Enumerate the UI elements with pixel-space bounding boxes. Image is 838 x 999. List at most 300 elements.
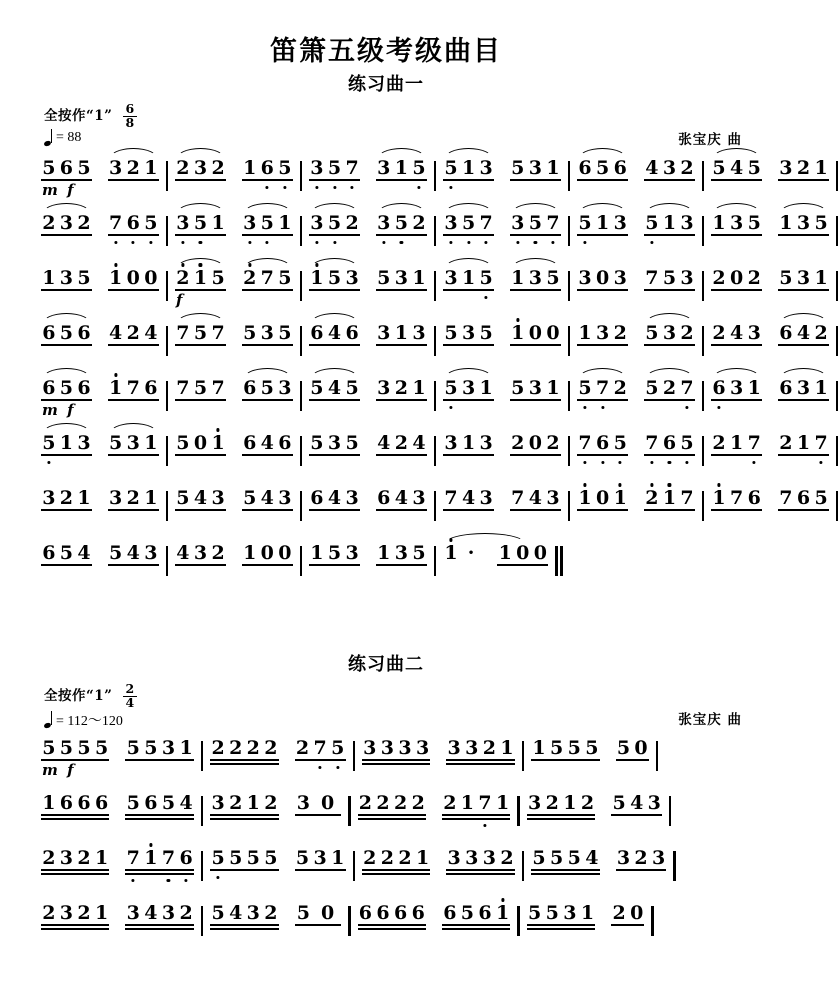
note-group xyxy=(107,268,160,297)
note: 2 xyxy=(59,487,74,510)
note: 2 xyxy=(42,212,56,235)
measure xyxy=(576,158,696,187)
note-group xyxy=(375,543,428,572)
beam-line xyxy=(41,234,92,236)
note: 5 xyxy=(295,847,310,870)
note: 4 xyxy=(585,847,599,870)
music-system xyxy=(40,267,828,323)
note-group xyxy=(576,268,629,297)
barline xyxy=(166,546,168,576)
note: 2 xyxy=(126,487,140,510)
note: 2 xyxy=(376,792,390,815)
note: 6 xyxy=(42,322,56,345)
note: 3 xyxy=(109,157,123,180)
note-group xyxy=(209,738,279,767)
octave-dot-low-icon xyxy=(315,241,318,244)
note: 2 xyxy=(211,737,225,760)
beam-line xyxy=(358,924,426,926)
note: 3 xyxy=(647,792,661,815)
note: 3 xyxy=(77,432,91,455)
note: 5 xyxy=(616,737,631,760)
note: 3 xyxy=(444,432,458,455)
measure xyxy=(174,267,294,310)
note: 0 xyxy=(278,542,292,565)
note: 5 xyxy=(528,902,542,925)
music-system xyxy=(40,487,828,543)
barline xyxy=(434,271,436,301)
beam-line xyxy=(41,454,92,456)
note: 2 xyxy=(398,847,412,870)
barline xyxy=(300,381,302,411)
note: 5 xyxy=(549,847,564,870)
note: 4 xyxy=(630,792,644,815)
measure xyxy=(442,433,562,462)
measure xyxy=(40,377,160,420)
note-group xyxy=(777,268,830,297)
note-group xyxy=(375,213,428,242)
note: 0 xyxy=(595,267,610,290)
beam-line xyxy=(577,179,628,181)
note: 2 xyxy=(77,847,91,870)
beam-line xyxy=(362,763,430,765)
measure xyxy=(40,543,160,572)
music-content xyxy=(0,70,828,958)
note: 2 xyxy=(712,267,726,290)
note: 7 xyxy=(745,433,763,454)
octave-dot-low-icon xyxy=(449,186,452,189)
piece-subtitle: 练习曲一 xyxy=(348,74,424,96)
note-group xyxy=(710,323,763,352)
note: 6 xyxy=(59,157,74,180)
note: 5 xyxy=(585,737,599,760)
beam-line xyxy=(108,454,159,456)
measure xyxy=(209,738,346,767)
note: 1 xyxy=(611,488,629,509)
beam-line xyxy=(362,869,430,871)
octave-dot-low-icon xyxy=(485,241,488,244)
octave-dot-low-icon xyxy=(266,241,269,244)
note-group xyxy=(576,323,629,352)
note-group xyxy=(308,268,361,297)
note: 2 xyxy=(796,157,811,180)
note-group xyxy=(442,543,482,572)
beam-line xyxy=(711,234,762,236)
beam-line xyxy=(210,759,278,761)
note: 3 xyxy=(363,737,377,760)
beam-line xyxy=(125,873,193,875)
note: 6 xyxy=(310,487,324,510)
measure xyxy=(530,848,667,877)
barline xyxy=(300,491,302,521)
note: 1 xyxy=(546,157,560,180)
beam-line xyxy=(644,509,695,511)
note-group xyxy=(375,433,428,462)
note: 4 xyxy=(176,542,190,565)
note: 4 xyxy=(260,487,274,510)
note: 3 xyxy=(528,377,542,400)
note: 3 xyxy=(394,267,408,290)
octave-dot-low-icon xyxy=(534,241,537,244)
beam-line xyxy=(446,759,514,761)
note: 5 xyxy=(310,377,324,400)
note: 3 xyxy=(465,847,479,870)
note: 3 xyxy=(394,542,408,565)
octave-dot-low-icon xyxy=(685,406,688,409)
note: 5 xyxy=(747,212,761,235)
beam-line xyxy=(446,869,514,871)
octave-dot-low-icon xyxy=(149,241,152,244)
measure xyxy=(209,903,342,932)
note: 5 xyxy=(479,322,493,345)
note: 1 xyxy=(814,157,828,180)
note-group xyxy=(576,433,629,462)
octave-dot-low-icon xyxy=(319,766,322,769)
note: 3 xyxy=(296,792,310,815)
beam-line xyxy=(644,454,695,456)
barline xyxy=(434,436,436,466)
octave-dot-low-icon xyxy=(283,186,286,189)
octave-dot-low-icon xyxy=(132,879,135,882)
note-group xyxy=(174,433,227,462)
note: 3 xyxy=(174,213,192,234)
note: 2 xyxy=(77,212,91,235)
key-signature xyxy=(44,101,137,130)
measure xyxy=(442,488,562,517)
beam-line xyxy=(446,763,514,765)
beam-line xyxy=(309,399,360,401)
note-group xyxy=(107,323,160,352)
note: 1 xyxy=(662,212,677,235)
note-group xyxy=(643,268,696,297)
beam-line xyxy=(644,289,695,291)
note: 5 xyxy=(59,377,74,400)
note-group xyxy=(308,323,361,352)
barline xyxy=(166,381,168,411)
note: 4 xyxy=(327,322,342,345)
measure xyxy=(361,848,516,877)
measure xyxy=(40,213,160,242)
note: 1 xyxy=(42,792,56,815)
note: 2 xyxy=(77,902,91,925)
note-group xyxy=(241,213,294,242)
note: 3 xyxy=(59,212,74,235)
beam-line xyxy=(616,869,667,871)
note: 2 xyxy=(229,737,243,760)
note: 2 xyxy=(126,157,140,180)
beam-line xyxy=(108,399,159,401)
note: 0 xyxy=(730,267,744,290)
beam-line xyxy=(210,869,278,871)
note: 2 xyxy=(394,432,408,455)
note: 1 xyxy=(576,488,594,509)
barline xyxy=(517,796,519,826)
note: 5 xyxy=(345,432,359,455)
octave-dot-low-icon xyxy=(516,241,519,244)
note: 5 xyxy=(243,487,257,510)
note: 6 xyxy=(243,377,257,400)
measure xyxy=(710,268,830,297)
note: 5 xyxy=(276,158,294,179)
note: 5 xyxy=(678,433,696,454)
note-group xyxy=(174,378,227,407)
note: 1 xyxy=(107,268,125,289)
note: 7 xyxy=(511,487,525,510)
note: 6 xyxy=(411,902,425,925)
note: 1 xyxy=(42,267,56,290)
octave-dot-low-icon xyxy=(449,406,452,409)
octave-dot-low-icon xyxy=(336,766,339,769)
note: 0 xyxy=(320,792,335,815)
barline xyxy=(166,216,168,246)
note-group xyxy=(294,903,342,932)
barline xyxy=(702,161,704,191)
beam-line xyxy=(443,234,494,236)
note-group xyxy=(530,738,600,767)
note: 3 xyxy=(59,902,74,925)
note: 2 xyxy=(546,432,560,455)
music-system xyxy=(40,157,828,213)
note: 2 xyxy=(126,322,140,345)
beam-line xyxy=(577,509,628,511)
note: 5 xyxy=(747,157,761,180)
note-group xyxy=(576,158,629,187)
beam-line xyxy=(175,179,226,181)
note: 2 xyxy=(545,792,559,815)
music-system xyxy=(40,322,828,378)
note: 5 xyxy=(444,322,458,345)
note: 3 xyxy=(241,213,259,234)
note: 5 xyxy=(296,902,310,925)
note-group xyxy=(174,158,227,187)
note-group xyxy=(445,738,515,767)
note: 1 xyxy=(442,543,460,564)
note: 6 xyxy=(258,158,276,179)
octave-dot-low-icon xyxy=(400,241,403,244)
measure xyxy=(710,378,830,407)
note-group xyxy=(375,488,428,517)
note: 5 xyxy=(176,432,190,455)
note: 6 xyxy=(393,902,408,925)
note: 5 xyxy=(511,157,525,180)
beam-line xyxy=(527,928,595,930)
note: 3 xyxy=(380,737,394,760)
note: 2 xyxy=(241,268,259,289)
octave-dot-low-icon xyxy=(248,241,251,244)
note: 6 xyxy=(278,432,292,455)
beam-line xyxy=(510,509,561,511)
note: 3 xyxy=(680,267,694,290)
note-group xyxy=(107,378,160,407)
note: 1 xyxy=(500,737,514,760)
beam-line xyxy=(531,869,599,871)
beam-line xyxy=(711,289,762,291)
note: 5 xyxy=(595,157,610,180)
note: 5 xyxy=(329,738,347,759)
key-signature xyxy=(44,681,137,710)
beam-line xyxy=(175,399,226,401)
beam-line xyxy=(309,564,360,566)
measure xyxy=(308,323,428,352)
note: 5 xyxy=(126,792,140,815)
note: 4 xyxy=(645,157,659,180)
measure xyxy=(710,158,830,187)
beam-line xyxy=(362,873,430,875)
note: 3 xyxy=(126,902,140,925)
note: 4 xyxy=(461,487,476,510)
barline xyxy=(300,271,302,301)
tempo-value: = 88 xyxy=(56,130,82,146)
note: 6 xyxy=(578,157,592,180)
note: 6 xyxy=(310,322,324,345)
octave-dot-low-icon xyxy=(483,824,486,827)
note-group xyxy=(308,158,361,187)
note-group xyxy=(107,213,160,242)
note-group xyxy=(530,848,600,877)
octave-dot-low-icon xyxy=(315,186,318,189)
note: 1 xyxy=(77,487,91,510)
note: 6 xyxy=(42,377,56,400)
beam-line xyxy=(210,818,278,820)
time-signature xyxy=(123,103,136,129)
beam-line xyxy=(41,509,92,511)
note: 2 xyxy=(264,792,278,815)
beam-line xyxy=(358,814,426,816)
note: 1 xyxy=(796,432,811,455)
beam-line xyxy=(125,928,193,930)
time-signature-denominator: 4 xyxy=(125,694,135,710)
note-group xyxy=(308,378,361,407)
composer-credit: 张宝庆 曲 xyxy=(678,712,742,729)
measure xyxy=(174,488,294,517)
note-group xyxy=(241,543,294,572)
note: 1 xyxy=(532,737,546,760)
note: 3 xyxy=(308,158,326,179)
note-group xyxy=(710,158,763,187)
note: 1 xyxy=(712,212,726,235)
note-group xyxy=(107,543,160,572)
note: 1 xyxy=(494,903,512,924)
music-system xyxy=(40,377,828,433)
note: 6 xyxy=(59,792,74,815)
note: 5 xyxy=(161,792,176,815)
note-group xyxy=(643,433,696,462)
note: 5 xyxy=(611,433,629,454)
octave-dot-low-icon xyxy=(184,879,187,882)
note: 3 xyxy=(479,157,493,180)
beam-line xyxy=(778,509,829,511)
note: 6 xyxy=(124,213,142,234)
beam-line xyxy=(108,179,159,181)
note: 3 xyxy=(528,157,542,180)
barline xyxy=(201,796,203,826)
note: 5 xyxy=(410,158,428,179)
note: 3 xyxy=(546,487,560,510)
note: 3 xyxy=(327,432,342,455)
note: 4 xyxy=(77,542,91,565)
note: 3 xyxy=(109,487,123,510)
note: 7 xyxy=(730,487,744,510)
barline xyxy=(568,326,570,356)
measure xyxy=(40,903,195,932)
note: 3 xyxy=(447,847,461,870)
note-group xyxy=(610,793,663,822)
note-group xyxy=(441,903,511,932)
barline xyxy=(300,326,302,356)
note-group xyxy=(375,158,428,187)
octave-dot-low-icon xyxy=(819,461,822,464)
note: 1 xyxy=(142,848,160,869)
music-system xyxy=(40,543,750,598)
note-group xyxy=(174,543,227,572)
note-group xyxy=(357,903,427,932)
measure xyxy=(361,738,516,767)
barline xyxy=(300,216,302,246)
note: 1 xyxy=(246,792,260,815)
note: 1 xyxy=(211,212,225,235)
barline xyxy=(568,381,570,411)
note: 5 xyxy=(144,737,158,760)
note-group xyxy=(710,378,763,407)
octave-dot-low-icon xyxy=(417,186,420,189)
note: 1 xyxy=(498,542,512,565)
note: 2 xyxy=(747,267,761,290)
beam-line xyxy=(295,814,341,816)
beam-line xyxy=(376,564,427,566)
note-group xyxy=(40,488,93,517)
measure xyxy=(710,323,830,352)
note: 7 xyxy=(680,487,694,510)
beam-line xyxy=(242,344,293,346)
note-group xyxy=(174,323,227,352)
note: 5 xyxy=(377,267,391,290)
dynamic-marking: m f xyxy=(42,401,76,420)
beam-line xyxy=(41,344,92,346)
beam-line xyxy=(309,234,360,236)
note: 2 xyxy=(174,268,192,289)
note: 0 xyxy=(193,432,208,455)
note: 0 xyxy=(320,902,335,925)
beam-line xyxy=(376,454,427,456)
note: 1 xyxy=(730,432,744,455)
barline xyxy=(702,381,704,411)
measure xyxy=(40,323,160,352)
note-group xyxy=(124,738,194,767)
note: 3 xyxy=(796,212,811,235)
measure xyxy=(576,213,696,242)
note: 3 xyxy=(662,322,677,345)
note-group xyxy=(40,543,93,572)
beam-line xyxy=(108,289,159,291)
note: 1 xyxy=(412,267,426,290)
note: 1 xyxy=(461,157,476,180)
note: 5 xyxy=(59,542,74,565)
note: 5 xyxy=(209,848,227,869)
beam-line xyxy=(442,924,510,926)
note: 3 xyxy=(260,322,274,345)
note: 6 xyxy=(478,902,492,925)
note-group xyxy=(361,738,431,767)
note: 7 xyxy=(176,322,190,345)
measure xyxy=(40,793,195,822)
note: 2 xyxy=(211,542,225,565)
note: 2 xyxy=(482,737,496,760)
beam-line xyxy=(41,814,109,816)
note-group xyxy=(442,433,495,462)
note: 7 xyxy=(211,322,225,345)
note-group xyxy=(643,378,696,407)
note: 6 xyxy=(345,322,359,345)
note-group xyxy=(294,848,347,877)
